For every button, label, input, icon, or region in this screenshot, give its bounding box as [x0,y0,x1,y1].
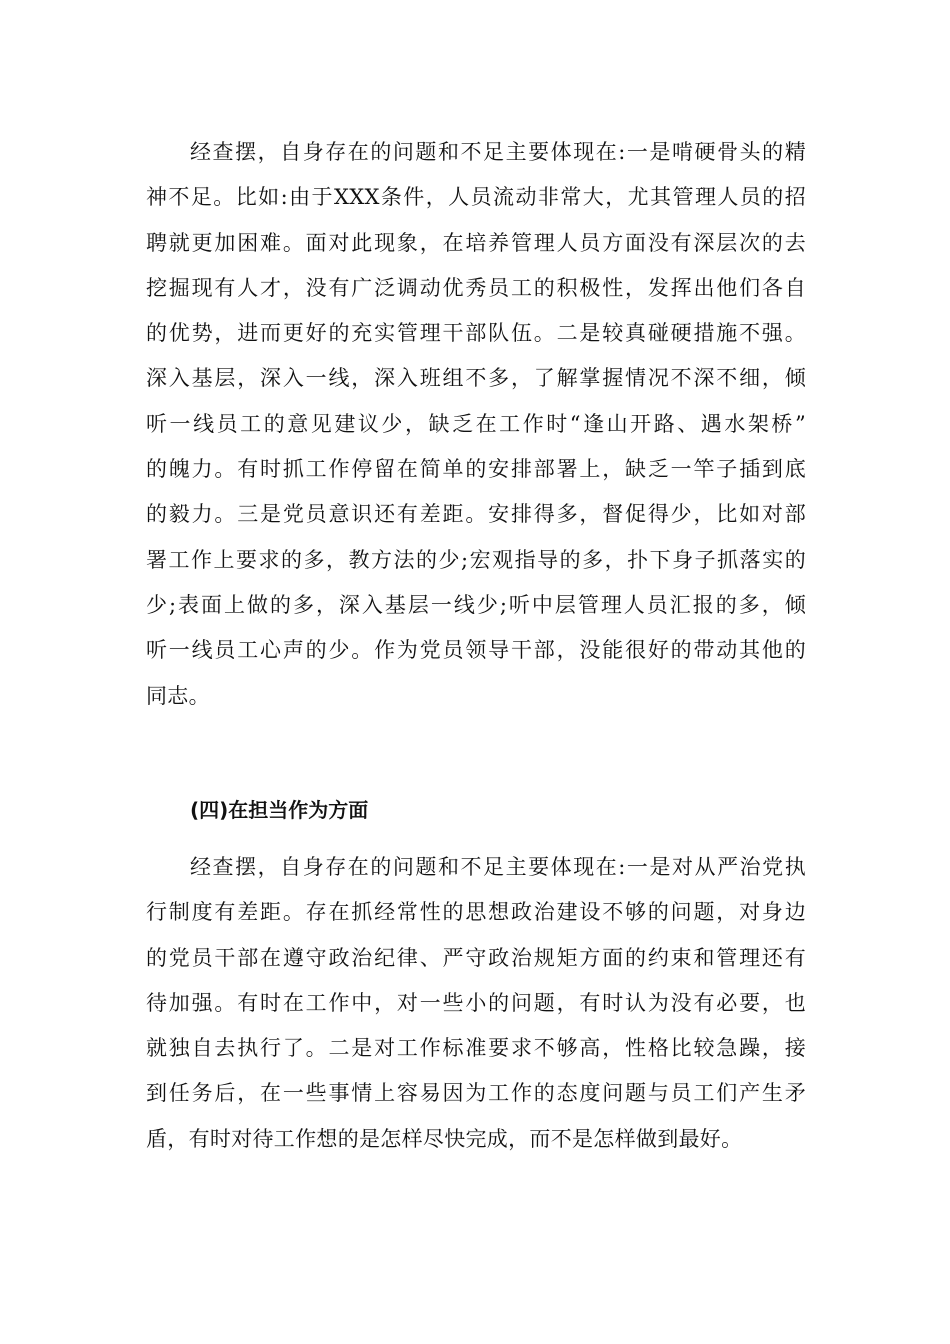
paragraph-line: 待加强。有时在工作中，对一些小的问题，有时认为没有必要，也 [146,990,806,1015]
paragraph-line: 盾，有时对待工作想的是怎样尽快完成，而不是怎样做到最好。 [146,1126,743,1151]
paragraph-line: 到任务后，在一些事情上容易因为工作的态度问题与员工们产生矛 [146,1081,806,1106]
paragraph-line: 聘就更加困难。面对此现象，在培养管理人员方面没有深层次的去 [146,230,806,255]
paragraph-line: 听一线员工的意见建议少，缺乏在工作时“逢山开路、遇水架桥” [146,411,806,436]
paragraph-line: 经查摆，自身存在的问题和不足主要体现在:一是对从严治党执 [190,855,806,879]
paragraph-line: 听一线员工心声的少。作为党员领导干部，没能很好的带动其他的 [146,638,806,663]
paragraph-self-review-1 [146,130,806,719]
paragraph-line: 的魄力。有时抓工作停留在简单的安排部署上，缺乏一竿子插到底 [146,457,806,482]
paragraph-self-review-2 [146,845,806,1162]
paragraph-line: 挖掘现有人才，没有广泛调动优秀员工的积极性，发挥出他们各自 [146,275,806,300]
paragraph-line: 同志。 [146,683,210,708]
paragraph-line: 行制度有差距。存在抓经常性的思想政治建设不够的问题，对身边 [146,900,806,925]
paragraph-line: 的优势，进而更好的充实管理干部队伍。二是较真碰硬措施不强。 [146,321,806,346]
paragraph-line: 少;表面上做的多，深入基层一线少;听中层管理人员汇报的多，倾 [146,592,806,617]
paragraph-line: 的党员干部在遵守政治纪律、严守政治规矩方面的约束和管理还有 [146,945,806,970]
section-heading: (四)在担当作为方面 [190,798,369,822]
paragraph-line: 署工作上要求的多，教方法的少;宏观指导的多，扑下身子抓落实的 [146,547,806,572]
paragraph-line: 的毅力。三是党员意识还有差距。安排得多，督促得少，比如对部 [146,502,806,527]
paragraph-line: 深入基层，深入一线，深入班组不多，了解掌握情况不深不细，倾 [146,366,806,391]
paragraph-line: 经查摆，自身存在的问题和不足主要体现在:一是啃硬骨头的精 [190,140,806,164]
paragraph-line: 神不足。比如:由于XXX条件，人员流动非常大，尤其管理人员的招 [146,185,806,210]
paragraph-line: 就独自去执行了。二是对工作标准要求不够高，性格比较急躁，接 [146,1036,806,1061]
